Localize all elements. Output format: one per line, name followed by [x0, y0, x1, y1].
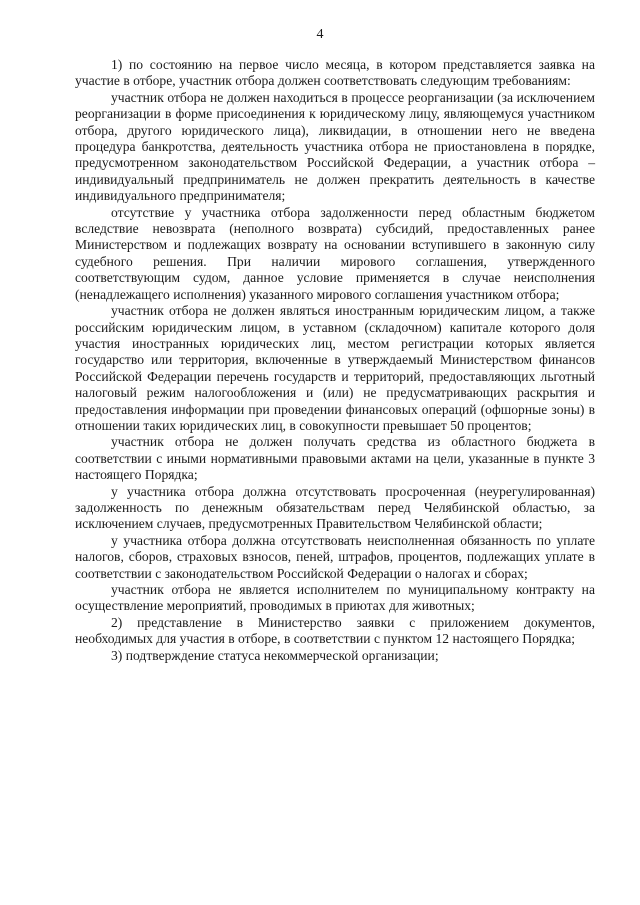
paragraph-application-submission: 2) представление в Министерство заявки с приложением документов, необходимых для участия в отборе, в соответствии с пунктом 12 настоящего Порядка; [75, 614, 595, 647]
page-number: 4 [316, 27, 324, 42]
paragraph-tax-obligations: у участника отбора должна отсутствовать неисполненная обязанность по уплате налогов, сборов, страховых взносов, пеней, штрафов, процентов, подлежащих уплате в соответствии с законодательством Российской Федерации о налогах и сборах; [75, 532, 595, 581]
paragraph-overdue-debt: у участника отбора должна отсутствовать просроченная (неурегулированная) задолженность по денежным обязательствам перед Челябинской областью, за исключением случаев, предусмотренных Правительством Челябинской области; [75, 483, 595, 532]
paragraph-municipal-contract: участник отбора не является исполнителем по муниципальному контракту на осуществление мероприятий, проводимых в приютах для животных; [75, 582, 595, 614]
paragraph-foreign-entity: участник отбора не должен являться иностранным юридическим лицом, а также российским юридическим лицом, в уставном (складочном) капитале которого доля участия иностранных юридических лиц, местом регистрации которых является государство или территория, включенные в утверждаемый Министерством финансов Российской Федерации перечень государств и территорий, предоставляющих льготный налоговый режим налогообложения и (или) не предусматривающих раскрытия и предоставления информации при проведении финансовых операций (офшорные зоны) в отношении таких юридических лиц, в совокупности превышает 50 процентов; [75, 303, 595, 433]
paragraph-reorganization: участник отбора не должен находиться в процессе реорганизации (за исключением реорганизации в форме присоединения к юридическому лицу, являющемуся участником отбора, другого юридического лица), ликвидации, в отношении него не введена процедура банкротства, деятельность участника отбора не приостановлена в порядке, предусмотренном законодательством Российской Федерации, а участник отбора – индивидуальный предприниматель не должен прекратить деятельность в качестве индивидуального предпринимателя; [75, 89, 595, 204]
document-body [75, 57, 595, 664]
paragraph-requirements-intro: 1) по состоянию на первое число месяца, в котором представляется заявка на участие в отборе, участник отбора должен соответствовать следующим требованиям: [75, 57, 595, 89]
paragraph-nonprofit-status: 3) подтверждение статуса некоммерческой организации; [111, 647, 439, 663]
paragraph-budget-debt: отсутствие у участника отбора задолженности перед областным бюджетом вследствие невозврата (неполного возврата) субсидий, предоставленных ранее Министерством и подлежащих возврату на основании вступившего в законную силу судебного решения. При наличии мирового соглашения, утвержденного соответствующим судом, данное условие применяется в случае неисполнения (ненадлежащего исполнения) указанного мирового соглашения участником отбора; [75, 204, 595, 302]
paragraph-other-funding: участник отбора не должен получать средства из областного бюджета в соответствии с иными нормативными правовыми актами на цели, указанные в пункте 3 настоящего Порядка; [75, 434, 595, 483]
